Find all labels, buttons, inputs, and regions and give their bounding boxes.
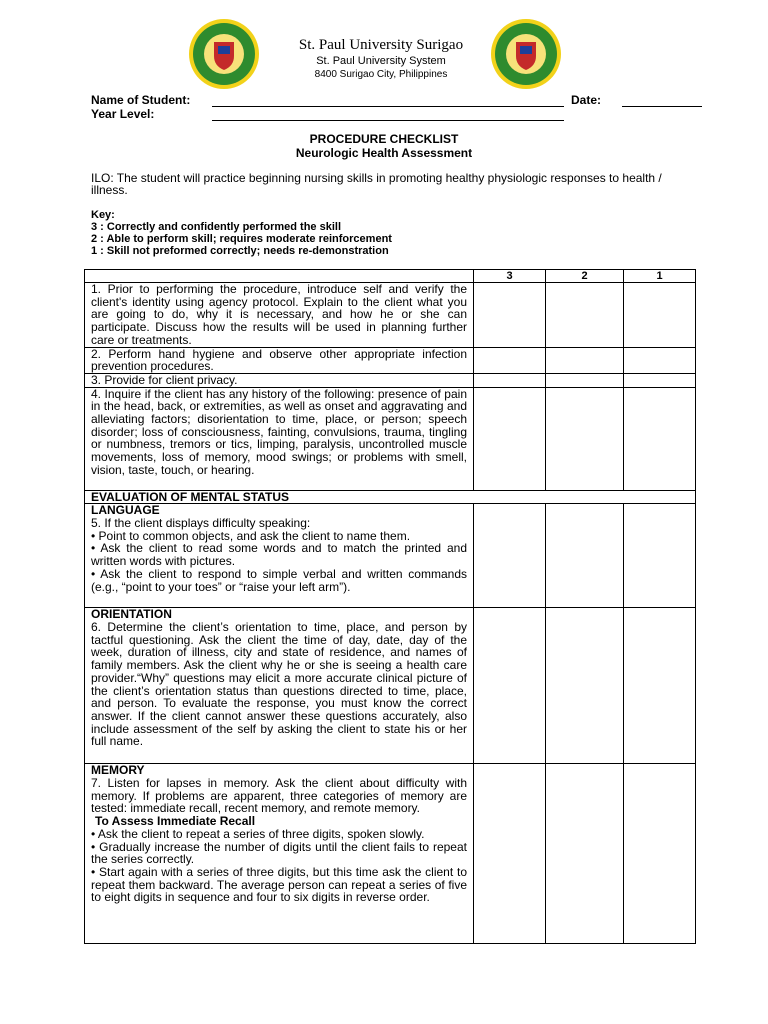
table-row (85, 608, 696, 764)
language-bullet-1: • Point to common objects, and ask the client to name them. (91, 528, 411, 543)
key-item-3: 3 : Correctly and confidently performed the skill (91, 221, 341, 233)
procedure-checklist-table (84, 269, 696, 944)
student-name-label: Name of Student: (91, 93, 191, 107)
memory-cell (85, 764, 474, 944)
orientation-heading: ORIENTATION (91, 607, 172, 622)
key-label: Key: (91, 209, 115, 221)
university-address: 8400 Surigao City, Philippines (314, 69, 448, 80)
score-cell-1[interactable] (624, 387, 696, 490)
score-cell-1[interactable] (624, 347, 696, 373)
score-cell-1[interactable] (624, 504, 696, 608)
orientation-cell (85, 608, 474, 764)
step-4-text: 4. Inquire if the client has any history of the following: presence of pain in the head, back, or extremities, as well as onset and aggravating and alleviating factors; disorientation to time, place, or person; speech disorder; loss of consciousness, fainting, convulsions, trauma, tingling or numbness, tremors or tics, limping, paralysis, uncontrolled muscle movements, loss of memory, mood swings; or problems with smell, vision, taste, touch, or hearing. (85, 387, 474, 490)
score-cell-3[interactable] (474, 373, 546, 387)
step-1-text: 1. Prior to performing the procedure, introduce self and verify the client's identity using agency protocol. Explain to the client what you are going to do, why it is necessary, and how he or she can participate. Discuss how the results will be used in planning further care or treatments. (85, 283, 474, 348)
date-field[interactable] (622, 106, 702, 107)
section-row (85, 490, 696, 504)
step-3-text: 3. Provide for client privacy. (85, 373, 474, 387)
score-cell-2[interactable] (546, 608, 624, 764)
header-score-2: 2 (546, 270, 624, 283)
mental-status-heading: EVALUATION OF MENTAL STATUS (85, 490, 696, 504)
step-2-text: 2. Perform hand hygiene and observe other appropriate infection prevention procedures. (85, 347, 474, 373)
header-procedure (85, 270, 474, 283)
table-row (85, 504, 696, 608)
score-cell-3[interactable] (474, 764, 546, 944)
score-cell-2[interactable] (546, 764, 624, 944)
score-cell-3[interactable] (474, 347, 546, 373)
score-cell-2[interactable] (546, 283, 624, 348)
score-cell-3[interactable] (474, 608, 546, 764)
score-cell-3[interactable] (474, 504, 546, 608)
date-label: Date: (571, 93, 602, 107)
memory-bullet-1: • Ask the client to repeat a series of three digits, spoken slowly. (91, 826, 425, 841)
ilo-text: ILO: The student will practice beginning nursing skills in promoting healthy physiologic responses to health / illness. (91, 171, 662, 197)
student-name-field[interactable] (212, 106, 564, 107)
score-cell-3[interactable] (474, 387, 546, 490)
score-cell-1[interactable] (624, 373, 696, 387)
memory-bullet-2: • Gradually increase the number of digits until the client fails to repeat the series correctly. (91, 839, 467, 867)
year-level-label: Year Level: (91, 107, 155, 121)
university-seal-right-icon (490, 18, 562, 90)
immediate-recall-heading: To Assess Immediate Recall (95, 814, 256, 829)
checklist-subtitle: Neurologic Health Assessment (295, 146, 473, 160)
memory-bullet-3: • Start again with a series of three digits, but this time ask the client to repeat them backward. The average person can repeat a series of five to eight digits in sequence and four to six digits in reverse order. (91, 864, 467, 905)
score-cell-1[interactable] (624, 608, 696, 764)
score-cell-3[interactable] (474, 283, 546, 348)
step-5-text: 5. If the client displays difficulty speaking: (91, 516, 311, 531)
language-bullet-2: • Ask the client to read some words and to match the printed and written words with pictures. (91, 541, 467, 569)
table-row (85, 347, 696, 373)
key-legend (91, 209, 392, 257)
checklist-title: PROCEDURE CHECKLIST (309, 132, 459, 146)
score-cell-2[interactable] (546, 504, 624, 608)
language-heading: LANGUAGE (91, 503, 160, 518)
step-6-text: 6. Determine the client’s orientation to time, place, and person by tactful questioning. Ask the client the time of day, date, day of the week, duration of illness, city and state of residence, and names of family members. Ask the client why he or she is seeing a health care provider.“Why” questions may elicit a more accurate clinical picture of the client’s orientation status than questions directed to time, place, and person. To evaluate the response, you must know the correct answer. If the client cannot answer these questions accurately, also include assessment of the self by asking the client to state his or her full name. (91, 620, 467, 749)
table-header-row (85, 270, 696, 283)
university-seal-left-icon (188, 18, 260, 90)
university-header (276, 36, 486, 81)
university-name: St. Paul University Surigao (298, 37, 464, 53)
university-system: St. Paul University System (316, 55, 446, 67)
step-7-text: 7. Listen for lapses in memory. Ask the client about difficulty with memory. If problems are apparent, three categories of memory are tested: immediate recall, recent memory, and remote memory. (91, 776, 467, 816)
year-level-field[interactable] (212, 120, 564, 121)
header-score-1: 1 (624, 270, 696, 283)
score-cell-2[interactable] (546, 347, 624, 373)
language-bullet-3: • Ask the client to respond to simple verbal and written commands (e.g., “point to your toes” or “raise your left arm”). (91, 566, 467, 594)
table-row (85, 283, 696, 348)
score-cell-2[interactable] (546, 373, 624, 387)
score-cell-2[interactable] (546, 387, 624, 490)
table-row (85, 387, 696, 490)
score-cell-1[interactable] (624, 764, 696, 944)
key-item-1: 1 : Skill not preformed correctly; needs re-demonstration (91, 245, 389, 257)
header-score-3: 3 (474, 270, 546, 283)
table-row (85, 764, 696, 944)
key-item-2: 2 : Able to perform skill; requires moderate reinforcement (91, 233, 392, 245)
table-row (85, 373, 696, 387)
score-cell-1[interactable] (624, 283, 696, 348)
memory-heading: MEMORY (91, 763, 145, 778)
language-cell (85, 504, 474, 608)
